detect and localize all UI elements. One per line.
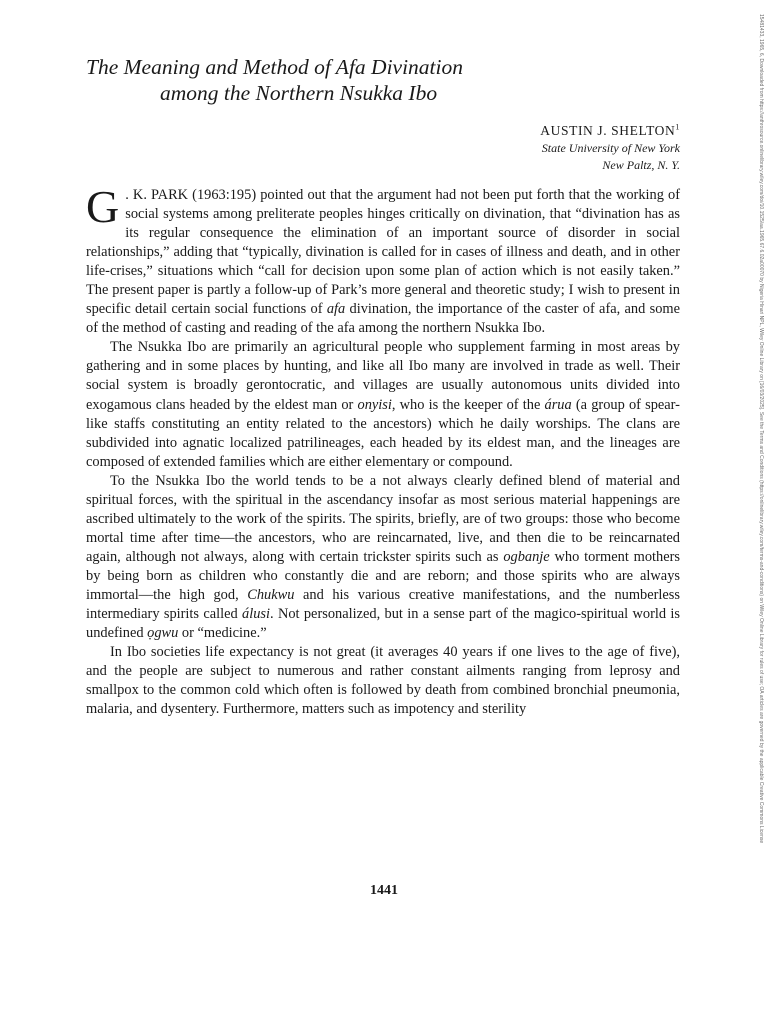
author-affiliation-2: New Paltz, N. Y. bbox=[602, 158, 680, 172]
paragraph-1 bbox=[86, 181, 680, 338]
paragraph-3-text-d: . Not personalized, but in a sense part of the magico-spiritual world is undefined bbox=[86, 606, 680, 642]
paragraph-4 bbox=[86, 643, 680, 719]
title-line-2: among the Northern Nsukka Ibo bbox=[160, 81, 438, 105]
paragraph-3-italic-ogbanje: ogbanje bbox=[503, 548, 550, 565]
author-name-text: AUSTIN J. SHELTON bbox=[540, 123, 676, 138]
paragraph-3-text-b: who torment mothers by being born as children who constantly die and are reborn; and those spirits who are always immortal—the high god, bbox=[86, 548, 681, 603]
paragraph-1-text-b: divination, the importance of the caster of afa, and some of the method of casting and reading of the afa among the northern Nsukka Ibo. bbox=[86, 301, 680, 337]
paragraph-3-italic-alusi: álusi bbox=[242, 606, 271, 623]
paragraph-3-text-a: To the Nsukka Ibo the world tends to be a not always clearly defined blend of material and spiritual forces, with the spiritual in the ascendancy insofar as most serious material happenings are ascribed ultimately to the work of the spirits. The spirits, briefly, are of two groups: those who become mortal time after time—the ancestors, who are reincarnated, live, and then die to be reincarnated again, although not always, along with certain trickster spirits such as bbox=[86, 472, 680, 565]
paragraph-2-text-c: (a group of spear-like staffs constituting an entity related to the ancestors) which he daily worships. The clans are subdivided into agnatic localized patrilineages, each headed by its eldest man, and the lineages are composed of extended families which are either elementary or compound. bbox=[86, 396, 680, 470]
paragraph-3-italic-chukwu: Chukwu bbox=[247, 586, 295, 603]
paragraph-2-italic-arua: árua bbox=[544, 396, 572, 413]
title-line-1: The Meaning and Method of Afa Divination bbox=[86, 55, 464, 79]
paragraph-2-italic-onyisi: onyisi bbox=[357, 396, 392, 413]
paragraph-2-text-b: , who is the keeper of the bbox=[391, 396, 545, 413]
paragraph-3-italic-ogwu: ọgwu bbox=[147, 625, 179, 642]
paragraph-2 bbox=[86, 338, 680, 471]
paragraph-3-text-c: and his various creative manifestations, and the numberless intermediary spirits called bbox=[86, 586, 680, 623]
drop-cap: G bbox=[86, 181, 120, 232]
paragraph-4-text-a: In Ibo societies life expectancy is not great (it averages 40 years if one lives to the age of five), and the people are subject to numerous and rather constant ailments ranging from leprosy and smallpox to the common cold which often is followed by death from combined bronchial pneumonia, malaria, and dysentery. Furthermore, matters such as impotency and sterility bbox=[86, 644, 680, 718]
paragraph-3 bbox=[86, 472, 680, 643]
page-number: 1441 bbox=[370, 883, 398, 898]
author-block bbox=[540, 122, 680, 175]
paragraph-1-italic-afa: afa bbox=[326, 301, 346, 318]
article-title bbox=[86, 54, 556, 106]
author-affiliation-1: State University of New York bbox=[541, 140, 680, 155]
paragraph-1-text-a: . K. PARK (1963:195) pointed out that the argument had not been put forth that the working of social systems among preliterate peoples hinges critically on divination, that “divination has as its regular consequence the elimination of an important source of disorder in social relationships,” adding that “typically, divination is called for in cases of illness and death, and in other life-crises,” situations which “call for decision upon some plan of action which is not easily taken.” The present paper is partly a follow-up of Park’s more general and theoretic study; I wish to present in specific detail certain social functions of bbox=[86, 187, 680, 318]
download-notice: 15481433, 1965, 6, Downloaded from https://anthrosource.onlinelibrary.wiley.com/doi/10.1525/aa.1965.67.6.02a00070 by Nigeria Hinari NPL, Wiley Online Library on [16/03/2025]. See the Terms and Conditions (https://onlinelibrary.wiley.com/terms-and-conditions) on Wiley Online Library for rules of use; OA articles are governed by the applicable Creative Commons License bbox=[758, 14, 764, 844]
author-name bbox=[540, 122, 680, 140]
article-body bbox=[86, 181, 681, 719]
paragraph-3-text-e: or “medicine.” bbox=[178, 625, 267, 642]
paragraph-2-text-a: The Nsukka Ibo are primarily an agricultural people who supplement farming in most areas by gathering and in some places by hunting, and like all Ibo many are involved in trade as well. Their social system is broadly gerontocratic, and villages are usually autonomous units divided into exogamous clans headed by the eldest man or bbox=[86, 339, 680, 413]
footnote-mark: 1 bbox=[675, 122, 680, 132]
